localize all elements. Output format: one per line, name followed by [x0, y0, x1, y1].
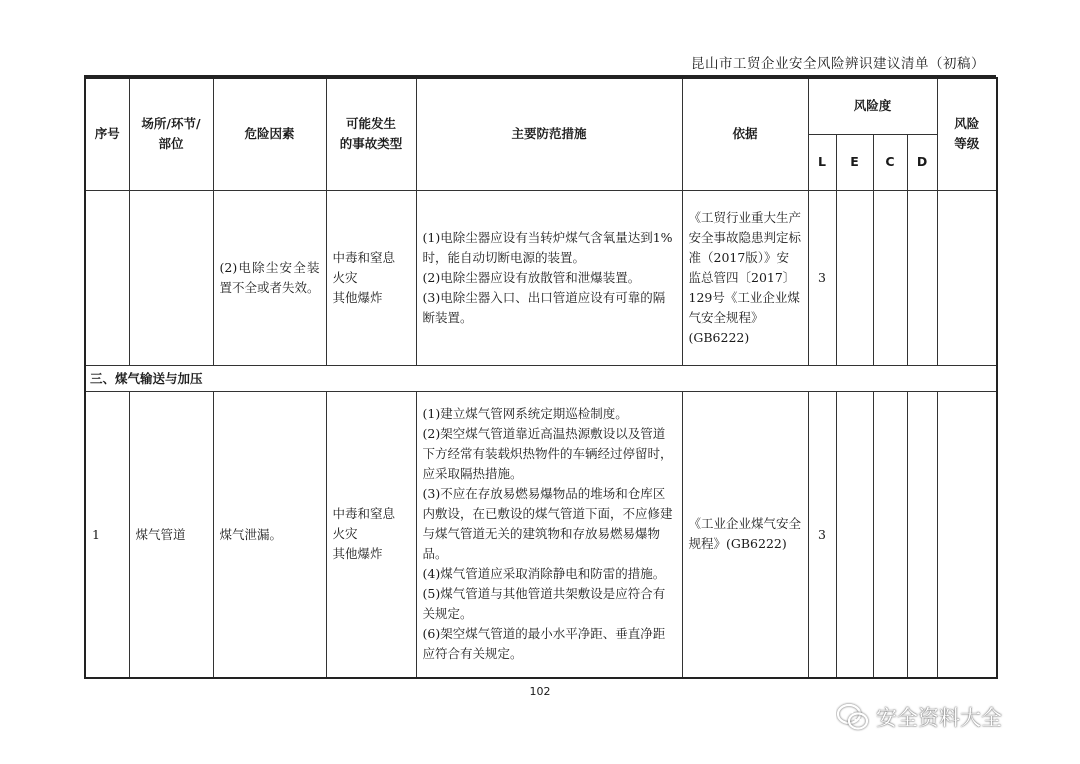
measure-item: (1)建立煤气管网系统定期巡检制度。 — [422, 406, 628, 422]
header-measures: 主要防范措施 — [416, 78, 682, 190]
accident-type: 其他爆炸 — [332, 289, 383, 305]
cell-seq: 1 — [85, 391, 129, 678]
accident-type: 中毒和窒息 — [332, 249, 396, 265]
cell-accident — [326, 190, 416, 365]
wechat-icon — [836, 702, 870, 732]
cell-E — [836, 190, 873, 365]
header-accident-line2: 的事故类型 — [339, 136, 403, 152]
measure-item: (6)架空煤气管道的最小水平净距、垂直净距应符合有关规定。 — [422, 626, 666, 662]
measure-item: (4)煤气管道应采取消除静电和防雷的措施。 — [422, 566, 666, 582]
measure-item: (1)电除尘器应设有当转炉煤气含氧量达到1%时，能自动切断电源的装置。 — [422, 229, 673, 265]
header-C: C — [873, 134, 907, 190]
cell-D — [907, 391, 937, 678]
header-risk-level-line2: 等级 — [954, 136, 980, 152]
cell-seq — [85, 190, 129, 365]
header-accident — [326, 78, 416, 190]
header-location-line1: 场所/环节/ — [141, 116, 201, 132]
cell-location: 煤气管道 — [129, 391, 213, 678]
cell-risk-level — [937, 190, 997, 365]
measure-item: (3)电除尘器入口、出口管道应设有可靠的隔断装置。 — [422, 289, 666, 325]
table-header-row — [85, 78, 997, 134]
section-title: 三、煤气输送与加压 — [85, 365, 997, 391]
measure-item: (2)电除尘器应设有放散管和泄爆装置。 — [422, 269, 641, 285]
cell-C — [873, 391, 907, 678]
header-D: D — [907, 134, 937, 190]
accident-type: 其他爆炸 — [332, 546, 383, 562]
measure-item: (3)不应在存放易燃易爆物品的堆场和仓库区内敷设，在已敷设的煤气管道下面，不应修建与煤气管道无关的建筑物和存放易燃易爆物品。 — [422, 486, 673, 562]
cell-location — [129, 190, 213, 365]
header-location — [129, 78, 213, 190]
header-basis: 依据 — [682, 78, 808, 190]
table-row — [85, 391, 997, 678]
measure-item: (2)架空煤气管道靠近高温热源敷设以及管道下方经常有装载炽热物件的车辆经过停留时，应采取隔热措施。 — [422, 426, 673, 482]
cell-measures — [416, 190, 682, 365]
table-row — [85, 190, 997, 365]
section-row — [85, 365, 997, 391]
watermark-text: 安全资料大全 — [876, 706, 1002, 730]
cell-accident — [326, 391, 416, 678]
cell-basis: 《工贸行业重大生产安全事故隐患判定标准（2017版）》安监总管四〔2017〕129号《工业企业煤气安全规程》(GB6222) — [682, 190, 808, 365]
cell-E — [836, 391, 873, 678]
header-E: E — [836, 134, 873, 190]
cell-risk-level — [937, 391, 997, 678]
document-header-title: 昆山市工贸企业安全风险辨识建议清单（初稿） — [691, 56, 985, 72]
cell-basis: 《工业企业煤气安全规程》(GB6222) — [682, 391, 808, 678]
header-hazard: 危险因素 — [213, 78, 326, 190]
header-L: L — [808, 134, 836, 190]
measure-item: (5)煤气管道与其他管道共架敷设是应符合有关规定。 — [422, 586, 666, 622]
header-seq: 序号 — [85, 78, 129, 190]
page-number: 102 — [529, 685, 551, 698]
cell-D — [907, 190, 937, 365]
cell-C — [873, 190, 907, 365]
accident-type: 火灾 — [332, 526, 358, 542]
risk-identification-table — [84, 77, 998, 679]
watermark — [836, 700, 1002, 734]
header-risk-degree: 风险度 — [808, 78, 937, 134]
accident-type: 中毒和窒息 — [332, 506, 396, 522]
cell-measures — [416, 391, 682, 678]
cell-L: 3 — [808, 190, 836, 365]
cell-L: 3 — [808, 391, 836, 678]
header-location-line2: 部位 — [158, 136, 184, 152]
cell-hazard: (2)电除尘安全装置不全或者失效。 — [213, 190, 326, 365]
header-accident-line1: 可能发生 — [345, 116, 396, 132]
accident-type: 火灾 — [332, 269, 358, 285]
cell-hazard: 煤气泄漏。 — [213, 391, 326, 678]
header-risk-level — [937, 78, 997, 190]
header-risk-level-line1: 风险 — [954, 116, 980, 132]
